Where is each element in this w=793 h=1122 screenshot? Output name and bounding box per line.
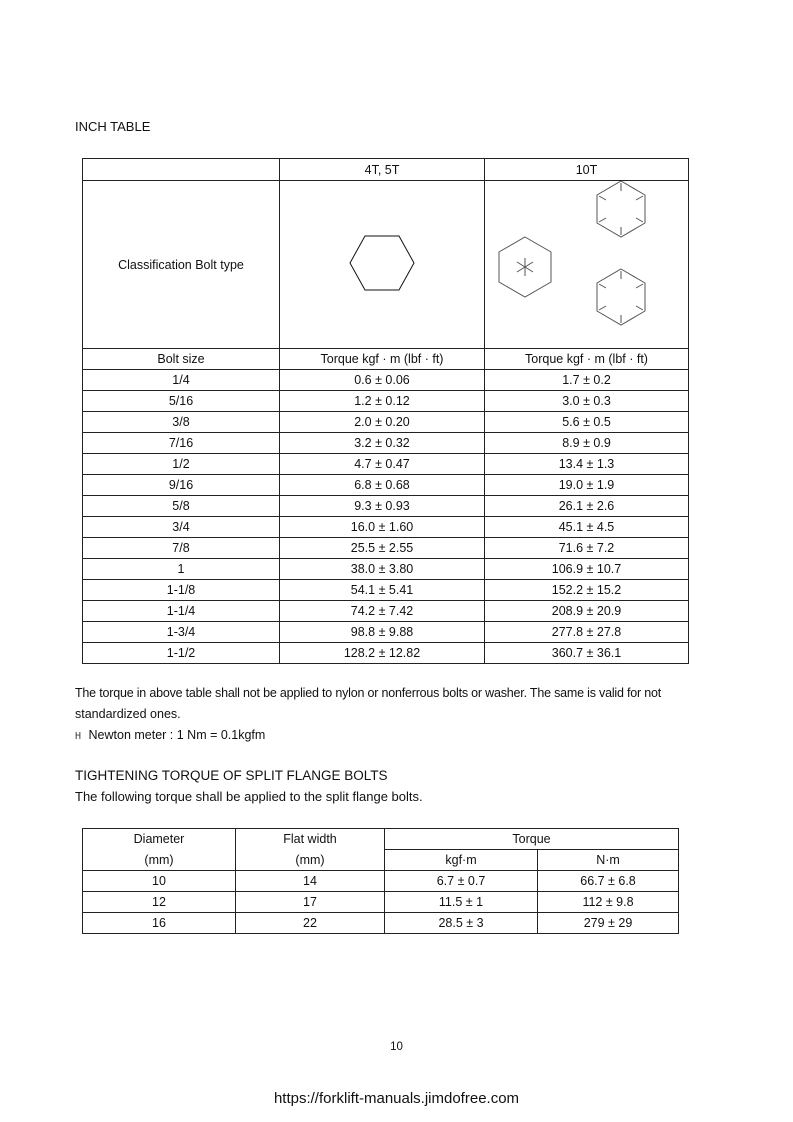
table-cell: 106.9 ± 10.7 <box>485 559 689 580</box>
table-row <box>83 601 689 622</box>
table-cell: 1.7 ± 0.2 <box>485 370 689 391</box>
table-row <box>83 412 689 433</box>
hex-bolt-10t-icons <box>485 181 689 345</box>
table-cell: 12 <box>83 892 236 913</box>
table-row <box>83 643 689 664</box>
bolt-10t-cell <box>485 181 689 349</box>
table-cell: 152.2 ± 15.2 <box>485 580 689 601</box>
bolt-4t-cell <box>280 181 485 349</box>
table-cell: 1/2 <box>83 454 280 475</box>
table-cell: 1 <box>83 559 280 580</box>
table-cell: 7/8 <box>83 538 280 559</box>
table-cell: 11.5 ± 1 <box>385 892 538 913</box>
table-cell: 45.1 ± 4.5 <box>485 517 689 538</box>
table-cell: 71.6 ± 7.2 <box>485 538 689 559</box>
table-row <box>83 892 679 913</box>
table-cell: 8.9 ± 0.9 <box>485 433 689 454</box>
header-diameter: Diameter <box>83 829 236 850</box>
header-blank <box>83 159 280 181</box>
subheader-torque-4t: Torque kgf · m (lbf · ft) <box>280 349 485 370</box>
table-cell: 5.6 ± 0.5 <box>485 412 689 433</box>
table-row <box>83 622 689 643</box>
table-cell: 5/16 <box>83 391 280 412</box>
header-nm: N·m <box>538 850 679 871</box>
table-row <box>83 475 689 496</box>
header-torque: Torque <box>385 829 679 850</box>
table-row <box>83 580 689 601</box>
header-flat-width: Flat width <box>236 829 385 850</box>
table-cell: 0.6 ± 0.06 <box>280 370 485 391</box>
table-cell: 3/8 <box>83 412 280 433</box>
note-line-2: standardized ones. <box>75 707 181 721</box>
table-cell: 25.5 ± 2.55 <box>280 538 485 559</box>
table-cell: 28.5 ± 3 <box>385 913 538 934</box>
table-cell: 4.7 ± 0.47 <box>280 454 485 475</box>
table-cell: 3/4 <box>83 517 280 538</box>
hex-bolt-icon <box>347 233 417 293</box>
table-cell: 10 <box>83 871 236 892</box>
table-row <box>83 433 689 454</box>
table-cell: 14 <box>236 871 385 892</box>
table-cell: 279 ± 29 <box>538 913 679 934</box>
table-cell: 1.2 ± 0.12 <box>280 391 485 412</box>
table-cell: 2.0 ± 0.20 <box>280 412 485 433</box>
header-flat-unit: (mm) <box>236 850 385 871</box>
table-row <box>83 871 679 892</box>
table-cell: 9.3 ± 0.93 <box>280 496 485 517</box>
table-cell: 13.4 ± 1.3 <box>485 454 689 475</box>
flange-subtitle: The following torque shall be applied to the split flange bolts. <box>75 789 423 804</box>
table-cell: 7/16 <box>83 433 280 454</box>
table-cell: 3.0 ± 0.3 <box>485 391 689 412</box>
note-line-3: Newton meter : 1 Nm = 0.1kgfm <box>88 728 266 742</box>
table-row <box>83 454 689 475</box>
flange-title: TIGHTENING TORQUE OF SPLIT FLANGE BOLTS <box>75 768 388 783</box>
table-cell: 3.2 ± 0.32 <box>280 433 485 454</box>
table-cell: 9/16 <box>83 475 280 496</box>
table-cell: 17 <box>236 892 385 913</box>
table-cell: 1/4 <box>83 370 280 391</box>
table-cell: 1-1/8 <box>83 580 280 601</box>
table-row <box>83 559 689 580</box>
table-cell: 1-1/2 <box>83 643 280 664</box>
table-cell: 277.8 ± 27.8 <box>485 622 689 643</box>
table-cell: 208.9 ± 20.9 <box>485 601 689 622</box>
note-mark: H <box>75 731 82 742</box>
page-number: 10 <box>390 1041 403 1053</box>
table-cell: 128.2 ± 12.82 <box>280 643 485 664</box>
table-row <box>83 370 689 391</box>
footer-url[interactable]: https://forklift-manuals.jimdofree.com <box>273 1090 520 1107</box>
table-cell: 5/8 <box>83 496 280 517</box>
subheader-torque-10t: Torque kgf · m (lbf · ft) <box>485 349 689 370</box>
table-cell: 16 <box>83 913 236 934</box>
table-cell: 22 <box>236 913 385 934</box>
table-row <box>83 496 689 517</box>
table-cell: 26.1 ± 2.6 <box>485 496 689 517</box>
table-cell: 16.0 ± 1.60 <box>280 517 485 538</box>
flange-torque-table <box>82 828 679 934</box>
table-cell: 1-1/4 <box>83 601 280 622</box>
table-row <box>83 517 689 538</box>
header-diameter-unit: (mm) <box>83 850 236 871</box>
table-cell: 360.7 ± 36.1 <box>485 643 689 664</box>
table-cell: 1-3/4 <box>83 622 280 643</box>
header-4t5t: 4T, 5T <box>280 159 485 181</box>
header-kgfm: kgf·m <box>385 850 538 871</box>
table-cell: 38.0 ± 3.80 <box>280 559 485 580</box>
table-cell: 6.7 ± 0.7 <box>385 871 538 892</box>
table-row <box>83 538 689 559</box>
table-cell: 98.8 ± 9.88 <box>280 622 485 643</box>
table-cell: 6.8 ± 0.68 <box>280 475 485 496</box>
table-row <box>83 913 679 934</box>
table-cell: 74.2 ± 7.42 <box>280 601 485 622</box>
subheader-bolt-size: Bolt size <box>83 349 280 370</box>
table-row <box>83 391 689 412</box>
classification-label: Classification Bolt type <box>83 181 280 349</box>
table-cell: 66.7 ± 6.8 <box>538 871 679 892</box>
header-10t: 10T <box>485 159 689 181</box>
note-line-1: The torque in above table shall not be applied to nylon or nonferrous bolts or washer. The same is valid for not <box>75 686 662 700</box>
table-cell: 112 ± 9.8 <box>538 892 679 913</box>
inch-torque-table <box>82 158 689 664</box>
table-cell: 19.0 ± 1.9 <box>485 475 689 496</box>
inch-table-title: INCH TABLE <box>75 119 151 134</box>
table-cell: 54.1 ± 5.41 <box>280 580 485 601</box>
